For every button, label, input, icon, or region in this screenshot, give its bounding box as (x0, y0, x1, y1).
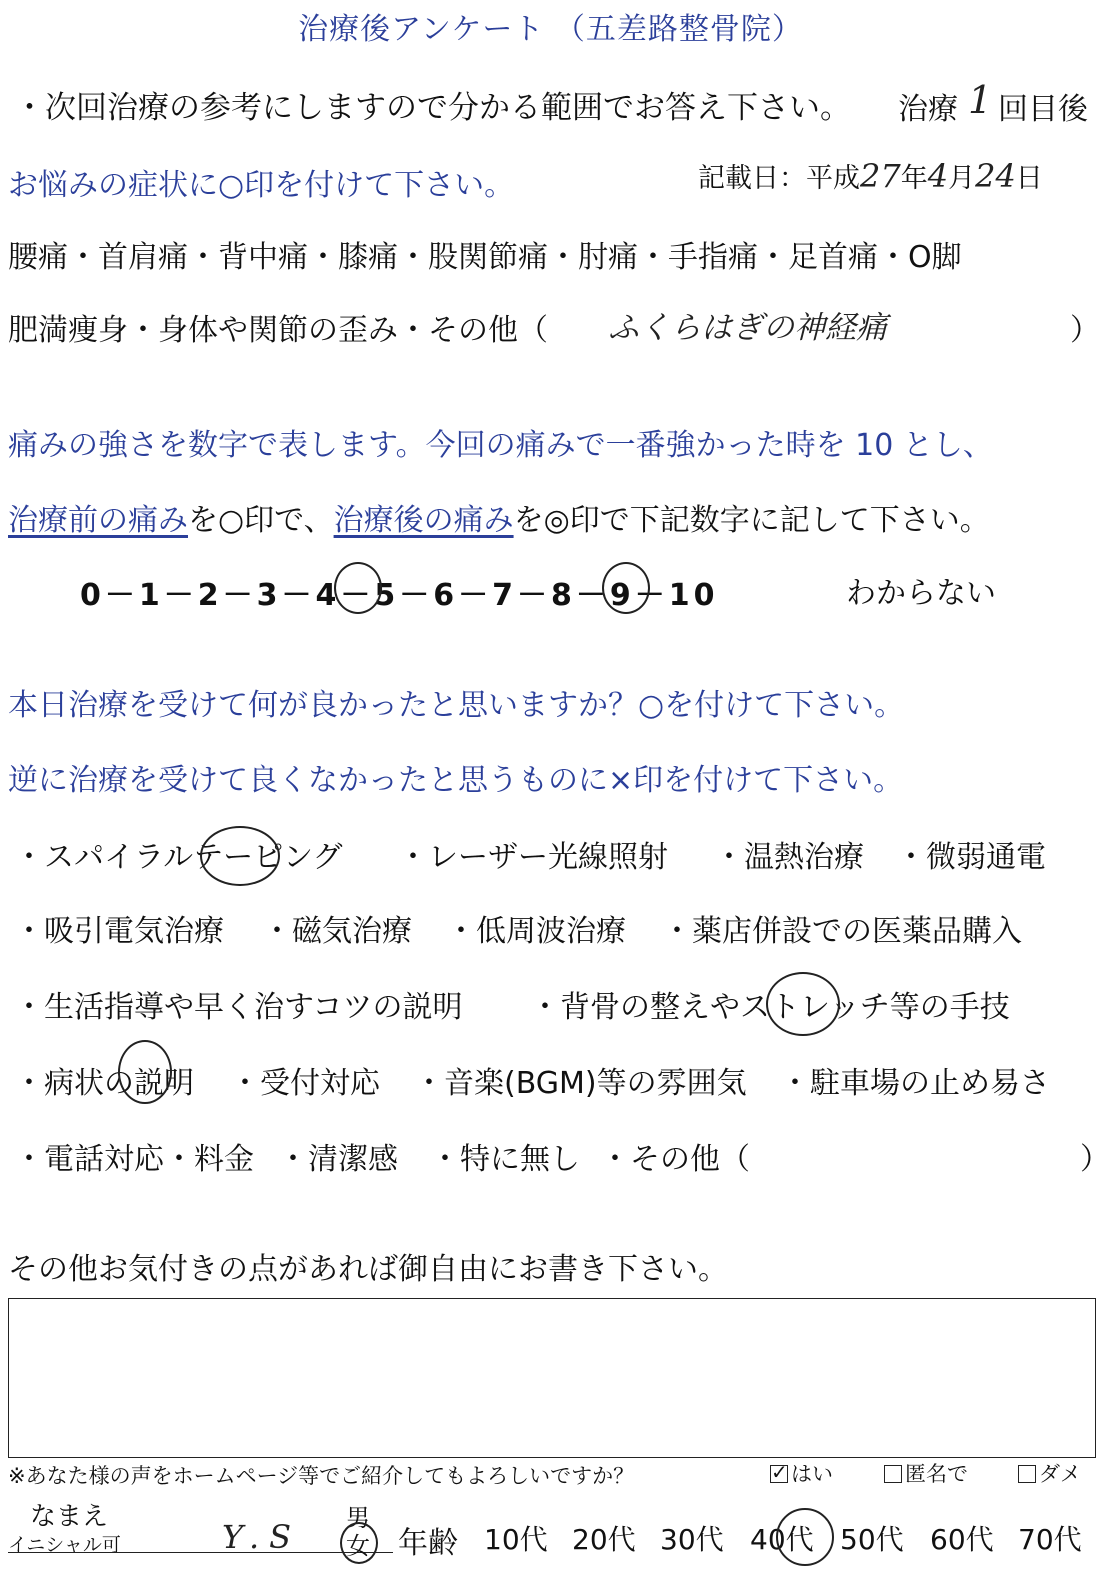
symptom-other-close: ） (1070, 313, 1100, 348)
option-spiral-taping[interactable]: ・スパイラルテーピング (14, 840, 343, 875)
scale-dash: － (163, 578, 198, 613)
after-pain-label: 治療後の痛み (333, 503, 514, 538)
scale-dash: － (104, 578, 139, 613)
date-month-unit: 月 (948, 163, 976, 194)
pain-after-circle-mark (602, 562, 650, 614)
option-other[interactable]: ・その他（ (600, 1142, 750, 1177)
option-suction-electric[interactable]: ・吸引電気治療 (14, 914, 224, 949)
age-option-70s[interactable]: 70代 (1018, 1523, 1082, 1556)
age-option-10s[interactable]: 10代 (484, 1523, 548, 1556)
gender-male-option[interactable]: 男 (346, 1504, 370, 1532)
scale-dash: － (634, 578, 669, 613)
scale-dash: － (222, 578, 257, 613)
option-thermal[interactable]: ・温熱治療 (714, 840, 864, 875)
name-note: イニシャル可 (8, 1534, 121, 1556)
pain-unknown-option[interactable]: わからない (846, 576, 996, 611)
date-day-unit: 日 (1015, 163, 1043, 194)
consent-yes-label: はい (791, 1462, 833, 1486)
consent-option-yes[interactable] (770, 1458, 833, 1488)
visit-count-suffix: 回目後 (998, 92, 1088, 127)
bad-points-prompt: 逆に治療を受けて良くなかったと思うものに×印を付けて下さい。 (8, 763, 904, 798)
pain-instruction-mid-2: を◎印で下記数字に記して下さい。 (513, 503, 990, 538)
symptom-other-written[interactable]: ふくらはぎの神経痛 (608, 310, 887, 346)
pain-scale-10[interactable]: 10 (668, 578, 719, 613)
name-underline (8, 1552, 393, 1553)
option-phone-fee[interactable]: ・電話対応・料金 (14, 1142, 254, 1177)
pain-instruction-1: 痛みの強さを数字で表します。今回の痛みで一番強かった時を 10 とし、 (8, 428, 993, 463)
checkbox-icon[interactable] (884, 1465, 902, 1483)
age-label: 年齢 (398, 1526, 458, 1561)
visit-count-prefix: 治療 (898, 92, 958, 127)
consent-anonymous-label: 匿名で (905, 1462, 968, 1486)
age-option-60s[interactable]: 60代 (930, 1523, 994, 1556)
visit-count-value[interactable]: 1 (968, 78, 993, 122)
spine-stretch-circle-mark (766, 972, 840, 1036)
option-condition-explanation[interactable]: ・病状の説明 (14, 1066, 194, 1101)
option-low-frequency[interactable]: ・低周波治療 (446, 914, 626, 949)
pain-scale-9[interactable]: 9 (609, 578, 635, 613)
date-year-unit: 年 (900, 163, 928, 194)
good-points-prompt: 本日治療を受けて何が良かったと思いますか？○を付けて下さい。 (8, 688, 905, 723)
consent-question: ※あなた様の声をホームページ等でご紹介してもよろしいですか？ (8, 1464, 635, 1488)
gender-female-option[interactable]: 女 (346, 1532, 370, 1560)
pain-scale-6[interactable]: 6 (433, 578, 459, 613)
option-other-close: ） (1080, 1142, 1110, 1177)
option-cleanliness[interactable]: ・清潔感 (278, 1142, 398, 1177)
symptoms-line-2: 肥満痩身・身体や関節の歪み・その他（ (8, 313, 548, 348)
checkbox-checked-icon[interactable] (770, 1465, 788, 1483)
consent-option-no[interactable] (1018, 1458, 1081, 1488)
option-lifestyle-guidance[interactable]: ・生活指導や早く治すコツの説明 (14, 990, 463, 1025)
option-micro-current[interactable]: ・微弱通電 (896, 840, 1046, 875)
option-spine-stretch[interactable]: ・背骨の整えやストレッチ等の手技 (530, 990, 1010, 1025)
option-laser[interactable]: ・レーザー光線照射 (398, 840, 668, 875)
date-label: 記載日：平成 (698, 163, 860, 194)
gender-female-circle-mark (340, 1522, 378, 1564)
age-option-40s[interactable]: 40代 (750, 1523, 814, 1556)
scale-dash: － (399, 578, 434, 613)
option-parking[interactable]: ・駐車場の止め易さ (780, 1066, 1050, 1101)
pain-scale-4[interactable]: 4 (315, 578, 341, 613)
age-40s-circle-mark (776, 1508, 834, 1566)
option-nothing[interactable]: ・特に無し (430, 1142, 580, 1177)
option-magnetic[interactable]: ・磁気治療 (262, 914, 412, 949)
consent-option-anonymous[interactable] (884, 1458, 968, 1488)
age-option-50s[interactable]: 50代 (840, 1523, 904, 1556)
pain-scale-2[interactable]: 2 (197, 578, 223, 613)
pain-scale-8[interactable]: 8 (551, 578, 576, 613)
pain-scale-7[interactable]: 7 (492, 578, 517, 613)
respondent-initials[interactable]: Y.S (222, 1518, 302, 1556)
pain-instruction-2 (8, 495, 990, 539)
condition-explanation-circle-mark (118, 1040, 172, 1104)
name-label: なまえ (30, 1502, 109, 1532)
consent-no-label: ダメ (1039, 1462, 1081, 1486)
pain-before-circle-mark (334, 562, 382, 614)
option-music-atmosphere[interactable]: ・音楽(BGM)等の雰囲気 (414, 1066, 747, 1101)
age-option-30s[interactable]: 30代 (660, 1523, 724, 1556)
scale-dash: － (517, 578, 551, 613)
comments-box[interactable] (8, 1298, 1096, 1458)
scale-dash: － (340, 578, 375, 613)
scale-dash: － (281, 578, 316, 613)
date-month[interactable]: 4 (927, 157, 949, 195)
date-field (698, 156, 1043, 195)
scale-dash: － (575, 578, 610, 613)
pain-scale-3[interactable]: 3 (256, 578, 282, 613)
option-pharmacy[interactable]: ・薬店併設での医薬品購入 (662, 914, 1022, 949)
symptoms-prompt: お悩みの症状に○印を付けて下さい。 (8, 168, 515, 203)
before-pain-label: 治療前の痛み (8, 503, 188, 538)
option-reception[interactable]: ・受付対応 (230, 1066, 380, 1101)
symptoms-line-1: 腰痛・首肩痛・背中痛・膝痛・股関節痛・肘痛・手指痛・足首痛・O脚 (8, 240, 962, 275)
date-day[interactable]: 24 (975, 157, 1016, 195)
intro-text: ・次回治療の参考にしますので分かる範囲でお答え下さい。 (14, 90, 851, 126)
pain-scale-0[interactable]: 0 (80, 578, 105, 613)
age-option-20s[interactable]: 20代 (572, 1523, 636, 1556)
page-title: 治療後アンケート （五差路整骨院） (298, 12, 803, 47)
checkbox-icon[interactable] (1018, 1465, 1036, 1483)
comments-prompt: その他お気付きの点があれば御自由にお書き下さい。 (8, 1252, 728, 1287)
scale-dash: － (458, 578, 493, 613)
date-year[interactable]: 27 (860, 157, 901, 195)
pain-instruction-mid-1: を○印で、 (188, 503, 334, 538)
spiral-taping-circle-mark (200, 826, 280, 886)
pain-scale-1[interactable]: 1 (138, 578, 164, 613)
pain-scale-5[interactable]: 5 (374, 578, 400, 613)
